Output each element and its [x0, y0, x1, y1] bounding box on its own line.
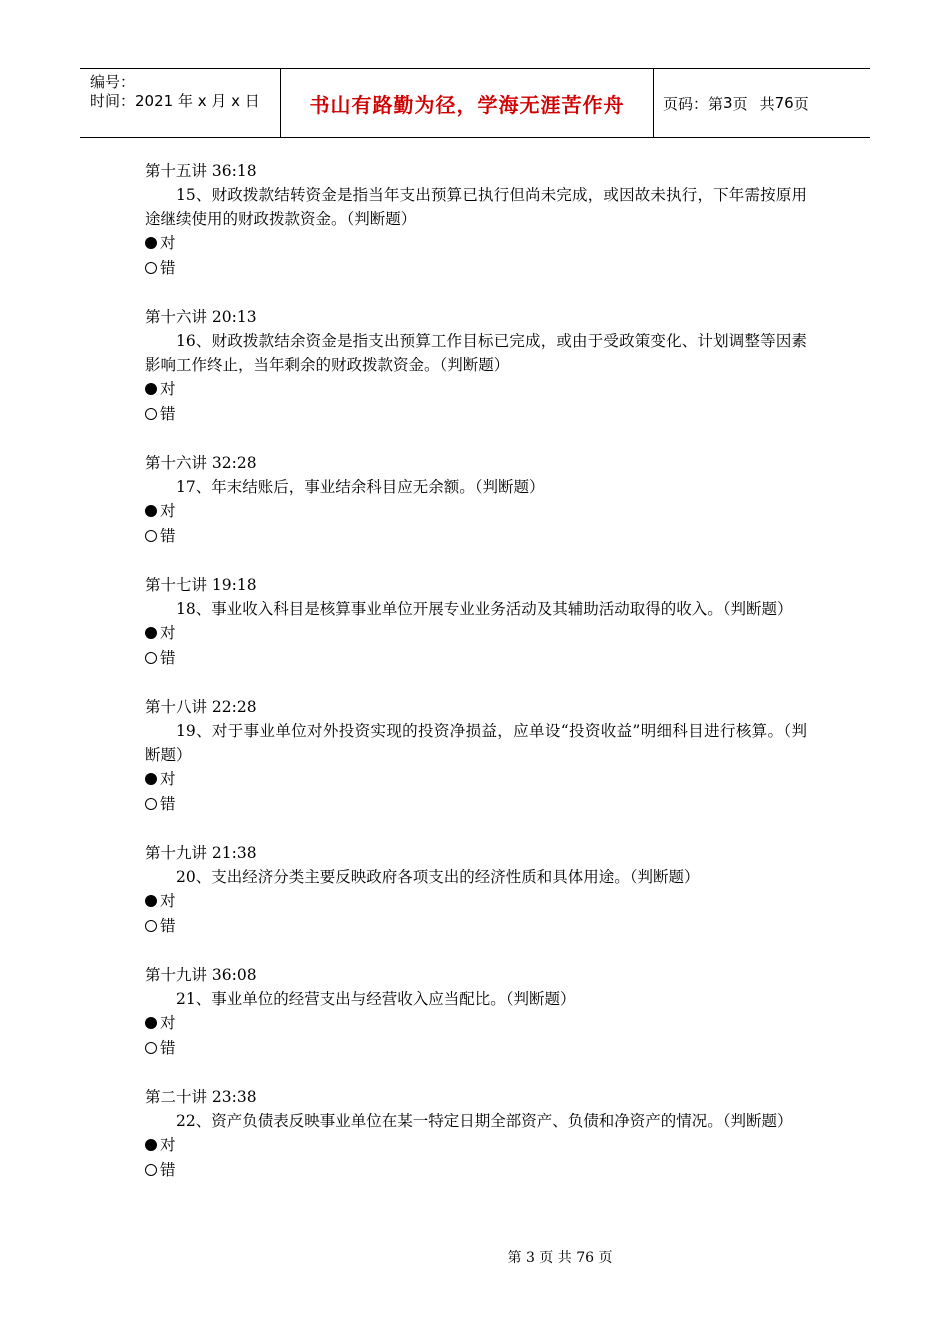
filled-radio-icon: [145, 627, 157, 639]
number-label: 编号：: [90, 73, 136, 91]
empty-radio-icon: [145, 530, 157, 542]
empty-radio-icon: [145, 262, 157, 274]
option-label: 对: [160, 770, 176, 788]
option-label: 对: [160, 380, 176, 398]
header-page-info: [654, 69, 870, 137]
option-label: 错: [160, 526, 176, 545]
option-label: 错: [160, 916, 176, 935]
filled-radio-icon: [145, 383, 157, 395]
lecture-timestamp: 第十七讲 19:18: [145, 576, 257, 594]
page-prefix: 页码：第: [663, 94, 724, 113]
filled-radio-icon: [145, 773, 157, 785]
question-item: [145, 841, 807, 938]
lecture-timestamp: 第十六讲 20:13: [145, 308, 257, 326]
option-label: 对: [160, 1136, 176, 1154]
option-true[interactable]: [145, 499, 807, 524]
page-current: 3: [723, 94, 733, 112]
option-true[interactable]: [145, 889, 807, 914]
question-item: [145, 573, 807, 670]
page-header: [80, 68, 870, 138]
question-text: 21、事业单位的经营支出与经营收入应当配比。（判断题）: [176, 990, 576, 1008]
option-label: 错: [160, 794, 176, 813]
lecture-timestamp: 第十九讲 36:08: [145, 966, 257, 984]
question-item: [145, 305, 807, 426]
option-true[interactable]: [145, 621, 807, 646]
option-false[interactable]: [145, 792, 807, 817]
question-text: 18、事业收入科目是核算事业单位开展专业业务活动及其辅助活动取得的收入。（判断题）: [176, 600, 793, 618]
filled-radio-icon: [145, 505, 157, 517]
lecture-timestamp: 第十五讲 36:18: [145, 162, 257, 180]
question-item: [145, 159, 807, 280]
lecture-timestamp: 第二十讲 23:38: [145, 1088, 257, 1106]
option-false[interactable]: [145, 524, 807, 549]
question-list: [145, 159, 807, 1207]
question-item: [145, 1085, 807, 1182]
empty-radio-icon: [145, 408, 157, 420]
option-label: 错: [160, 1160, 176, 1179]
question-item: [145, 963, 807, 1060]
total-prefix: 共: [759, 94, 775, 113]
option-false[interactable]: [145, 402, 807, 427]
empty-radio-icon: [145, 652, 157, 664]
option-false[interactable]: [145, 1158, 807, 1183]
question-item: [145, 451, 807, 548]
question-text: 20、支出经济分类主要反映政府各项支出的经济性质和具体用途。（判断题）: [176, 868, 700, 886]
option-label: 错: [160, 1038, 176, 1057]
empty-radio-icon: [145, 920, 157, 932]
page-total: 76: [774, 94, 794, 112]
option-true[interactable]: [145, 377, 807, 402]
empty-radio-icon: [145, 1042, 157, 1054]
empty-radio-icon: [145, 1164, 157, 1176]
header-meta: [80, 69, 281, 137]
option-false[interactable]: [145, 256, 807, 281]
option-label: 对: [160, 624, 176, 642]
question-text: 15、财政拨款结转资金是指当年支出预算已执行但尚未完成，或因故未执行，下年需按原用途继续使用的财政拨款资金。（判断题）: [145, 186, 807, 228]
option-label: 对: [160, 502, 176, 520]
filled-radio-icon: [145, 1017, 157, 1029]
question-item: [145, 695, 807, 816]
question-text: 22、资产负债表反映事业单位在某一特定日期全部资产、负债和净资产的情况。（判断题）: [176, 1112, 793, 1130]
lecture-timestamp: 第十九讲 21:38: [145, 844, 257, 862]
time-label: 时间：2021 年 x 月 x 日: [90, 92, 260, 110]
filled-radio-icon: [145, 1139, 157, 1151]
option-true[interactable]: [145, 767, 807, 792]
total-suffix: 页: [793, 94, 809, 113]
question-text: 17、年末结账后，事业结余科目应无余额。（判断题）: [176, 478, 545, 496]
page-mid: 页: [732, 94, 748, 113]
filled-radio-icon: [145, 895, 157, 907]
option-label: 对: [160, 234, 176, 252]
page-footer: 第 3 页 共 76 页: [507, 1250, 613, 1266]
option-true[interactable]: [145, 1011, 807, 1036]
filled-radio-icon: [145, 237, 157, 249]
lecture-timestamp: 第十八讲 22:28: [145, 698, 257, 716]
option-label: 错: [160, 648, 176, 667]
option-true[interactable]: [145, 1133, 807, 1158]
option-label: 对: [160, 892, 176, 910]
option-label: 错: [160, 258, 176, 277]
empty-radio-icon: [145, 798, 157, 810]
option-false[interactable]: [145, 646, 807, 671]
question-text: 16、财政拨款结余资金是指支出预算工作目标已完成，或由于受政策变化、计划调整等因素影响工作终止，当年剩余的财政拨款资金。（判断题）: [145, 332, 807, 374]
option-false[interactable]: [145, 1036, 807, 1061]
header-motto: 书山有路勤为径，学海无涯苦作舟: [281, 69, 654, 137]
option-true[interactable]: [145, 231, 807, 256]
option-label: 错: [160, 404, 176, 423]
option-label: 对: [160, 1014, 176, 1032]
lecture-timestamp: 第十六讲 32:28: [145, 454, 257, 472]
option-false[interactable]: [145, 914, 807, 939]
question-text: 19、对于事业单位对外投资实现的投资净损益，应单设“投资收益”明细科目进行核算。（判断题）: [145, 722, 807, 764]
